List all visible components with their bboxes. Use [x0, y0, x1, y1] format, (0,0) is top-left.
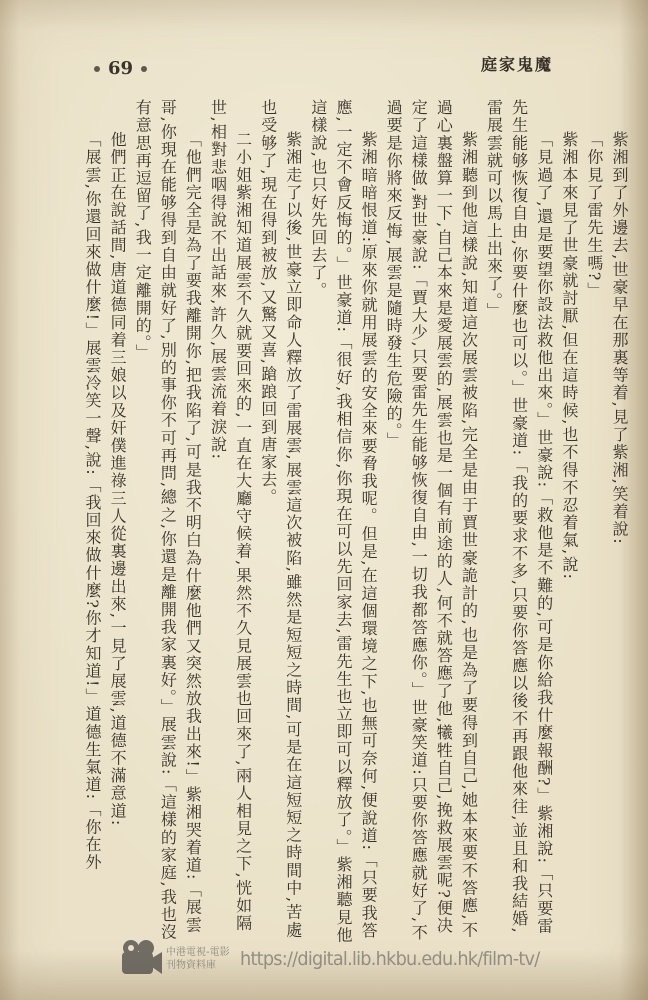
- text-column-paragraph: 紫湘本來見了世豪就討厭,但在這時候,也不得不忍着氣,說:: [559, 131, 579, 581]
- text-block: [75, 99, 632, 945]
- text-column-paragraph: 「展雲,你還回來做什麼!」展雲冷笑一聲,說:「我回來做什麼?你才知道!」道德生氣道:「你在外: [83, 131, 103, 871]
- text-column-paragraph: 紫湘聽到他這樣說,知道這次展雲被陷,完全是由于賈世豪詭計的,也是為了要得到自己,她本來要不答應,不過心裏盤算一下,自己本來是愛展雲的,展雲也是一個有前途的人,何不就答應了他,犧牲自己,挽救展雲呢?便决定了這樣做,對世豪說:「賈大少,只要雷先生能够恢復自由,一切我都答應你。」世豪笑道:只要你答應就好了,不過要是你將來反悔,展雲是隨時發生危險的。」: [384, 99, 479, 942]
- watermark-logo-line1: 中港電視-電影: [166, 947, 230, 958]
- text-column-paragraph: 他們正在說話間,唐道德同着三娘以及奸僕進祿三人從裏邊出來,一見了展雲,道德不滿意道:: [108, 131, 128, 827]
- watermark-logo-text: [166, 946, 230, 972]
- page-number-value: 69: [108, 58, 134, 79]
- page-number-dot-icon: [141, 66, 147, 72]
- page-number: [94, 58, 147, 79]
- text-column-paragraph: 「他們完全是為了要我離開你,把我陷了,可是我不明白為什麼他們又突然放我出來!」紫湘哭着道:「展雲哥,你現在能够得到自由就好了,別的事你不可再問,總之,你還是離開我家裏好。」展雲說:「這樣的家庭,我也沒有意思再逗留了,我一定離開的。」: [133, 99, 203, 942]
- book-title-char: 家: [498, 55, 515, 74]
- book-title-char: 鬼: [516, 55, 533, 74]
- book-title-char: 庭: [480, 55, 497, 74]
- watermark-url: https://digital.lib.hkbu.edu.hk/film-tv/: [239, 948, 540, 970]
- text-column-paragraph: 二小姐紫湘知道展雲不久就要回來的,一直在大廳守候着,果然不久見展雲也回來了,兩人相見之下,恍如隔世,相對悲咽得說不出話來,許久,展雲流着淚說:: [208, 99, 253, 933]
- page-number-dot-icon: [94, 66, 100, 72]
- text-column-paragraph: 紫湘到了外邊去,世豪早在那裏等着,見了紫湘,笑着說:: [610, 131, 629, 546]
- book-title-char: 魔: [534, 55, 551, 74]
- watermark-logo-line2: 刊物資料庫: [166, 960, 216, 971]
- text-column-paragraph: 紫湘走了以後,世豪立即命人釋放了雷展雲,展雲這次被陷,雖然是短短之時間,可是在這短短之時間中,苦處也受够了,現在得到被放,又驚又喜,蹌踉回到唐家去。: [258, 99, 303, 939]
- book-title: [481, 52, 551, 75]
- watermark: [118, 936, 562, 982]
- text-column-paragraph: 「你見了雷先生嗎?」: [584, 131, 604, 300]
- text-column-paragraph: 紫湘暗暗恨道:原來你就用展雲的安全來要脅我呢。但是,在這個環境之下,也無可奈何,便說道:「只要我答應,一定不會反悔的。」世豪道:「很好,我相信你,你現在可以先回家去,雷先生也立即可以釋放了。」紫湘聽見他這樣說,也只好先回去了。: [308, 99, 379, 944]
- film-camera-icon: [118, 936, 162, 982]
- text-column-paragraph: 「見過了,還是要望你設法救他出來。」世豪說:「救他是不難的,可是你給我什麼報酬?」紫湘說:「只要雷先生能够恢復自由,你要什麼也可以。」世豪道:「我的要求不多,只要你答應以後不再跟他來往,並且和我結婚,雷展雲就可以馬上出來了。」: [484, 99, 554, 935]
